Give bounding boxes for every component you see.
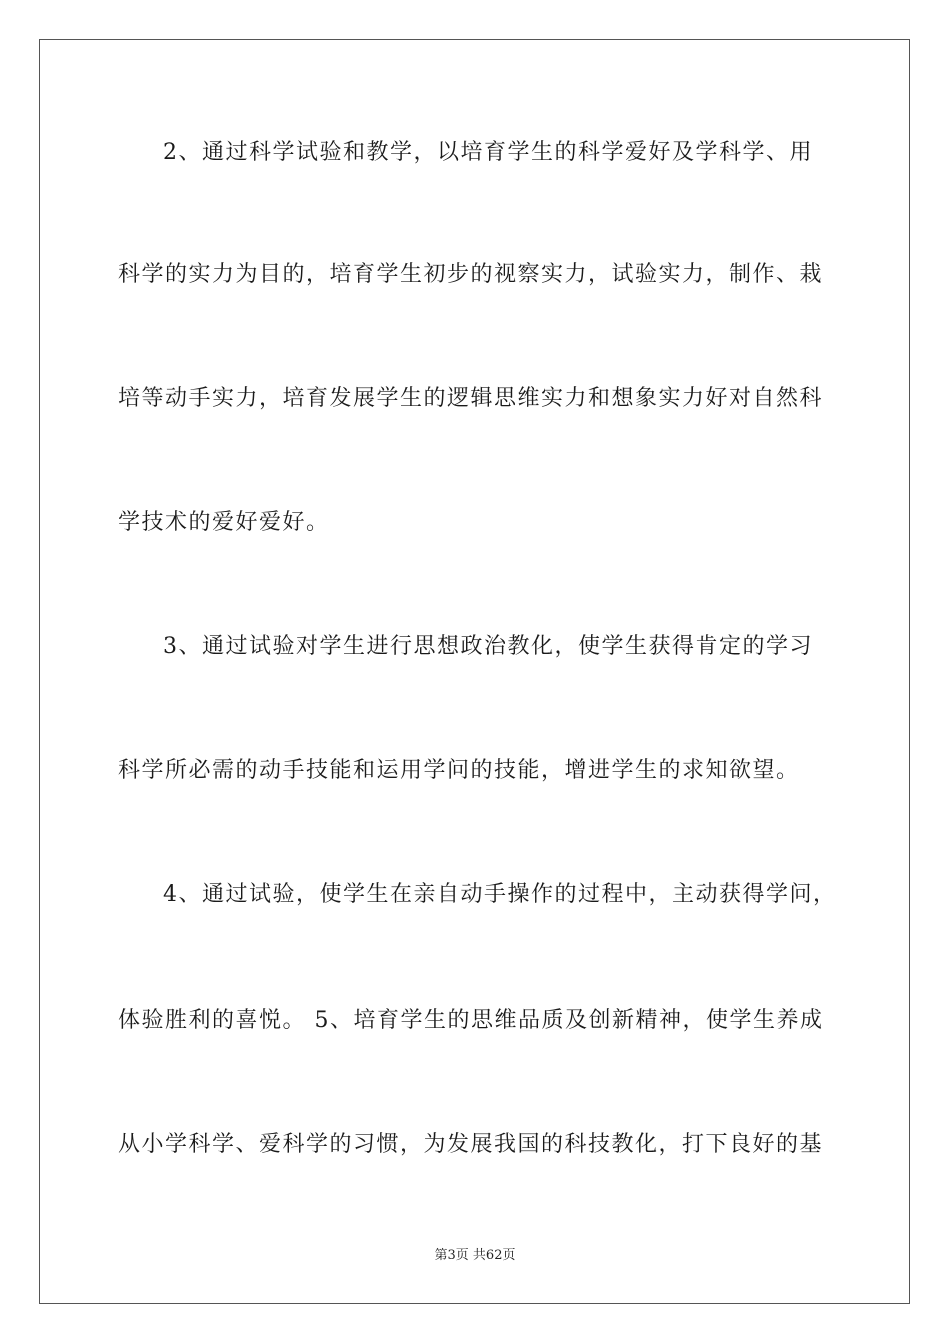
paragraph-line: 3、通过试验对学生进行思想政治教化，使学生获得肯定的学习 (163, 634, 813, 659)
paragraph-line: 从小学科学、爱科学的习惯，为发展我国的科技教化，打下良好的基 (118, 1132, 824, 1157)
paragraph-line: 培等动手实力，培育发展学生的逻辑思维实力和想象实力好对自然科 (118, 386, 824, 411)
paragraph-line: 体验胜利的喜悦。 5、培育学生的思维品质及创新精神，使学生养成 (118, 1008, 824, 1033)
paragraph-line: 科学所必需的动手技能和运用学问的技能，增进学生的求知欲望。 (118, 758, 800, 783)
paragraph-line: 4、通过试验，使学生在亲自动手操作的过程中，主动获得学问， (163, 882, 837, 907)
paragraph-line: 科学的实力为目的，培育学生初步的视察实力，试验实力，制作、栽 (118, 262, 824, 287)
paragraph-line: 2、通过科学试验和教学，以培育学生的科学爱好及学科学、用 (163, 140, 813, 165)
paragraph-line: 学技术的爱好爱好。 (118, 510, 330, 535)
page-number-footer: 第3页 共62页 (434, 1248, 516, 1263)
page-border (39, 39, 910, 1304)
